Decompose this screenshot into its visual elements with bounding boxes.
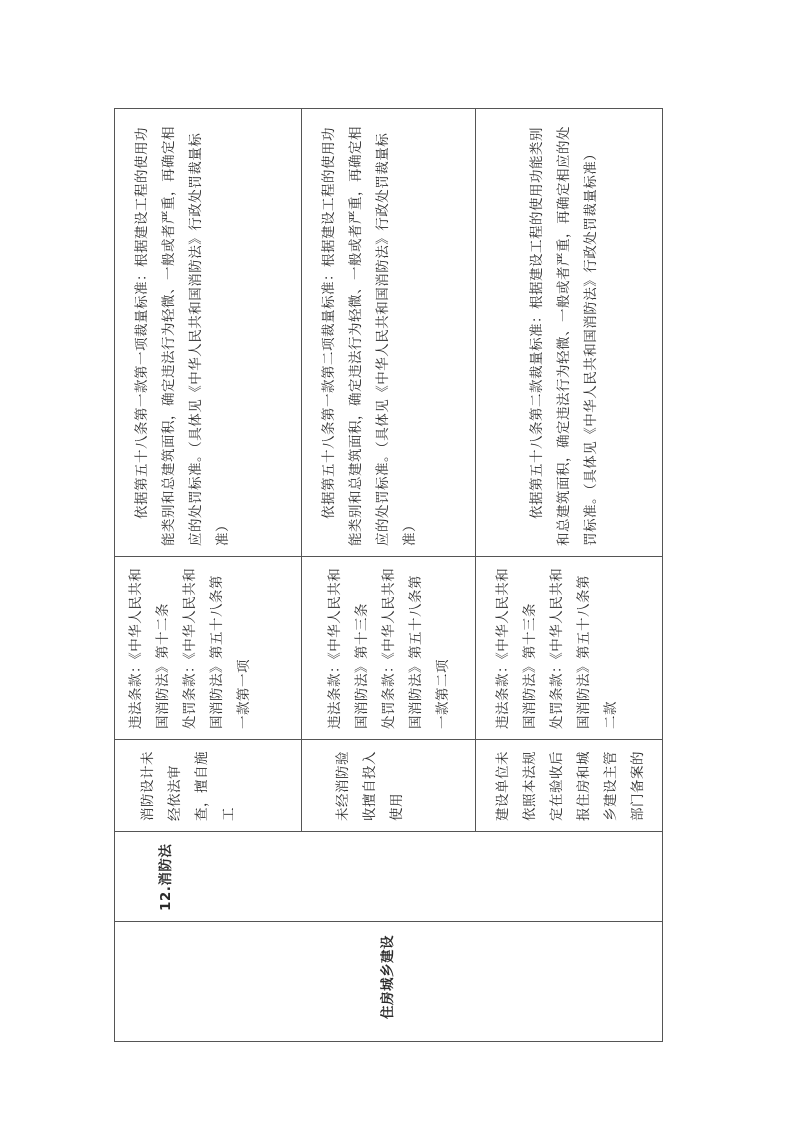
clause-cell: [302, 557, 476, 740]
standard-cell: 依据第五十八条第二款裁量标准：根据建设工程的使用功能类别和总建筑面积，确定违法行为轻微、一般或者严重，再确定相应的处罚标准。（具体见《中华人民共和国消防法》行政处罚裁量标准）: [476, 109, 663, 557]
rotated-table-container: [114, 109, 662, 1042]
violation-clause: 违法条款：《中华人民共和国消防法》第十三条: [495, 567, 538, 729]
department-cell: 住房城乡建设: [115, 922, 663, 1042]
penalty-clause: 处罚条款：《中华人民共和国消防法》第五十八条第一款第一项: [182, 567, 252, 729]
penalty-standard-table: [114, 108, 663, 1042]
standard-cell: 依据第五十八条第一款第二项裁量标准：根据建设工程的使用功能类别和总建筑面积，确定违法行为轻微、一般或者严重，再确定相应的处罚标准。（具体见《中华人民共和国消防法》行政处罚裁量标准）: [302, 109, 476, 557]
clause-cell: [476, 557, 663, 740]
law-cell: 12.消防法: [115, 832, 663, 922]
clause-cell: [115, 557, 302, 740]
behavior-cell: 未经消防验收擅自投入使用: [302, 740, 476, 832]
violation-clause: 违法条款：《中华人民共和国消防法》第十三条: [327, 567, 370, 729]
table-row: [115, 109, 302, 1042]
standard-cell: 依据第五十八条第一款第一项裁量标准：根据建设工程的使用功能类别和总建筑面积，确定违法行为轻微、一般或者严重，再确定相应的处罚标准。（具体见《中华人民共和国消防法》行政处罚裁量标准）: [115, 109, 302, 557]
violation-clause: 违法条款：《中华人民共和国消防法》第十二条: [128, 567, 171, 729]
behavior-cell: 消防设计未经依法审查，擅自施工: [115, 740, 302, 832]
penalty-clause: 处罚条款：《中华人民共和国消防法》第五十八条第一款第二项: [381, 567, 451, 729]
behavior-cell: 建设单位未依照本法规定在验收后报住房和城乡建设主管部门备案的: [476, 740, 663, 832]
penalty-clause: 处罚条款：《中华人民共和国消防法》第五十八条第二款: [549, 567, 619, 729]
